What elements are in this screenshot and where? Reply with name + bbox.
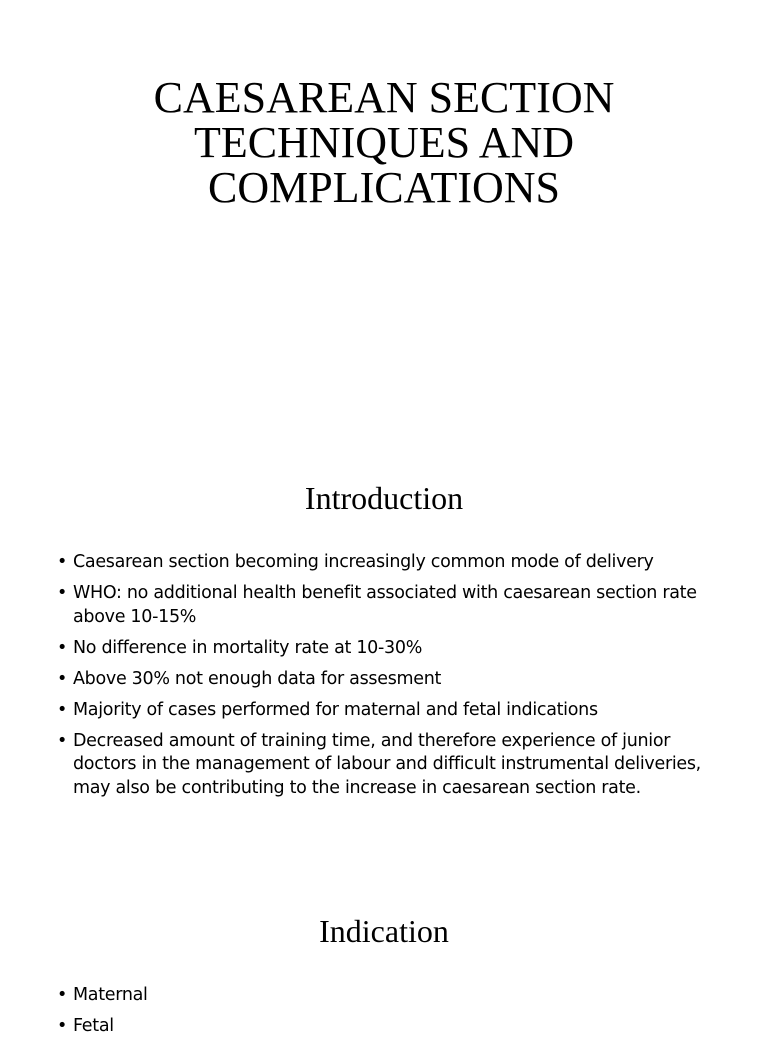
indication-bullet-list: [57, 984, 717, 1046]
bullet-text: WHO: no additional health benefit associated with caesarean section rate above 10-15%: [73, 583, 697, 627]
indication-heading: Indication: [319, 913, 449, 949]
slide-title: [0, 75, 768, 210]
list-item: [57, 984, 717, 1008]
list-item: [57, 1015, 717, 1039]
list-item: [57, 730, 717, 801]
list-item: [57, 582, 717, 629]
list-item: [57, 551, 717, 575]
bullet-icon: •: [57, 1016, 68, 1036]
bullet-text: Caesarean section becoming increasingly common mode of delivery: [73, 552, 654, 572]
bullet-icon: •: [57, 985, 68, 1005]
bullet-text: Above 30% not enough data for assesment: [73, 668, 442, 689]
bullet-text: No difference in mortality rate at 10-30%: [73, 637, 423, 658]
bullet-icon: •: [57, 583, 68, 603]
bullet-text: Fetal: [73, 1016, 114, 1036]
bullet-icon: •: [57, 730, 68, 751]
bullet-icon: •: [57, 637, 68, 658]
list-item: [57, 637, 717, 661]
bullet-text: Majority of cases performed for maternal and fetal indications: [73, 699, 598, 720]
introduction-bullet-list: [57, 551, 717, 808]
list-item: [57, 699, 717, 723]
title-line-2: TECHNIQUES AND: [193, 118, 575, 167]
list-item: [57, 668, 717, 692]
bullet-icon: •: [57, 552, 68, 572]
introduction-heading: Introduction: [304, 480, 464, 516]
bullet-icon: •: [57, 668, 68, 689]
title-line-1: CAESAREAN SECTION: [153, 73, 615, 122]
title-line-3: COMPLICATIONS: [207, 163, 561, 212]
bullet-icon: •: [57, 699, 68, 720]
bullet-text: Decreased amount of training time, and therefore experience of junior doctors in the management of labour and difficult instrumental deliveries, may also be contributing to the increase in caesarean section rate.: [73, 730, 701, 798]
bullet-text: Maternal: [73, 985, 148, 1005]
